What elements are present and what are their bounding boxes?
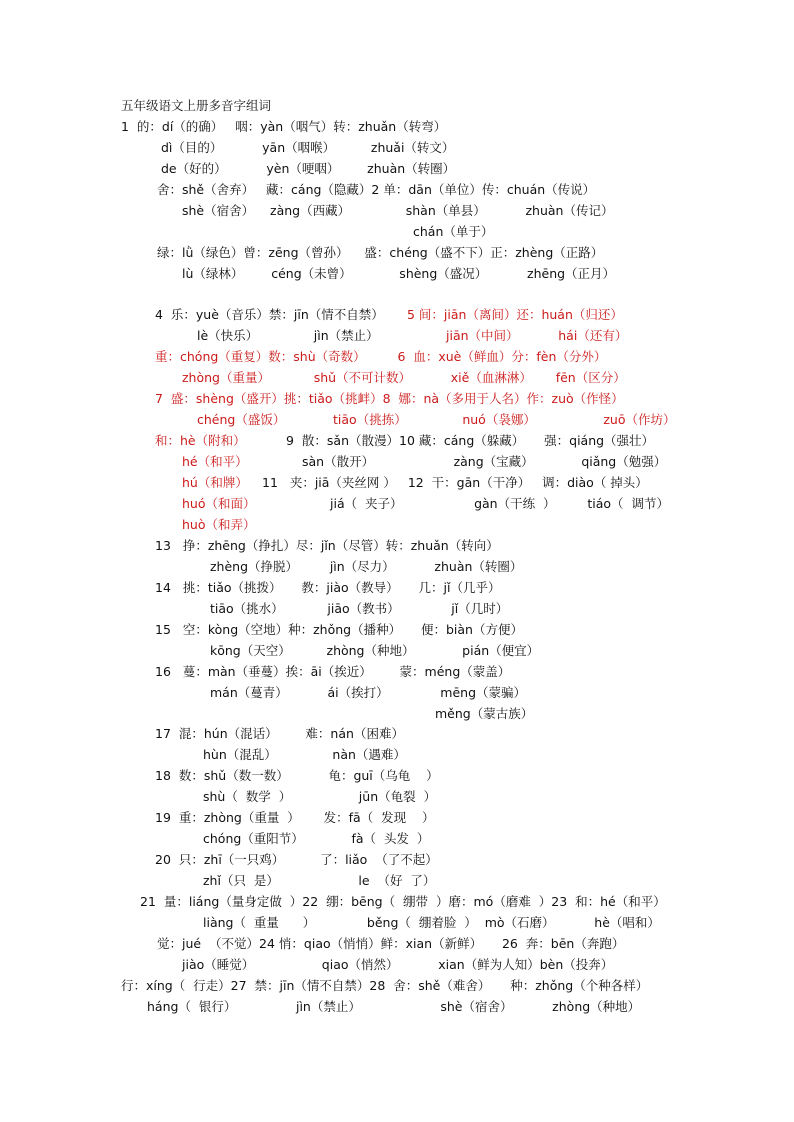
text-line: tiāo（挑水） jiāo（教书） jǐ（几时） [210, 601, 509, 616]
text-line-highlight: 和：hè（附和） [155, 433, 246, 448]
text-line: 17 混：hún（混话） 难：nán（困难） [155, 726, 404, 741]
text-line: 行：xíng（ 行走）27 禁：jīn（情不自禁）28 舍：shě（难舍） 种：zhǒng（个种各样） [121, 978, 649, 993]
text-line: shè（宿舍） zàng（西藏） shàn（单县） zhuàn（传记） [182, 203, 614, 218]
text-line: 21 量：liáng（量身定做 ）22 绷：bēng（ 绷带 ）磨：mó（磨难 ）23 和：hé（和平） [140, 894, 666, 909]
text-line-highlight: jiān（中间） hái（还有） [446, 328, 628, 343]
text-line: de（好的） yèn（哽咽） zhuàn（转圈） [161, 161, 456, 176]
text-line: chóng（重阳节） fà（ 头发 ） [203, 831, 430, 846]
text-line: 舍：shě（舍弃） 藏：cáng（隐藏）2 单：dān（单位）传：chuán（传说） [157, 182, 596, 197]
text-line: 20 只：zhī（一只鸡） 了：liǎo （了不起） [155, 852, 438, 867]
text-line: měng（蒙古族） [435, 706, 534, 721]
text-line: shù（ 数学 ） jūn（龟裂 ） [203, 789, 437, 804]
text-line: zhèng（挣脱） jìn（尽力） zhuàn（转圈） [210, 559, 523, 574]
text-line: 绿：lǜ（绿色）曾：zēng（曾孙） 盛：chéng（盛不下）正：zhèng（正路） [157, 245, 604, 260]
text-line: mán（蔓青） ái（挨打） mēng（蒙骗） [210, 685, 527, 700]
text-line-highlight: 7 盛：shèng（盛开）挑：tiǎo（挑衅）8 娜：nà（多用于人名）作：zuò（作怪） [155, 391, 624, 406]
text-line: jiào（睡觉） qiao（悄然） xian（鲜为人知）bèn（投奔） [182, 957, 614, 972]
text-line: 9 散：sǎn（散漫）10 藏：cáng（躲藏） 强：qiáng（强壮） [286, 433, 655, 448]
text-line: dì（目的） yān（咽喉） zhuǎi（转文） [161, 140, 455, 155]
text-line: 觉：jué （不觉）24 悄：qiao（悄悄）鲜：xian（新鲜） 26 奔：bēn（奔跑） [157, 936, 625, 951]
text-line: 4 乐：yuè（音乐）禁：jīn（情不自禁） [155, 307, 384, 322]
text-line: 14 挑：tiǎo（挑拨） 教：jiào（教导） 几：jǐ（几乎） [155, 580, 501, 595]
text-line: chán（单于） [413, 224, 494, 239]
text-line: liàng（ 重量 ） běng（ 绷着脸 ） mò（石磨） hè（唱和） [203, 915, 660, 930]
text-line: háng（ 银行） jìn（禁止） shè（宿舍） zhòng（种地） [147, 999, 641, 1014]
text-line: 13 挣：zhēng（挣扎）尽：jǐn（尽管）转：zhuǎn（转向） [155, 538, 499, 553]
text-line: hùn（混乱） nàn（遇难） [203, 747, 406, 762]
text-line: lù（绿林） céng（未曾） shèng（盛况） zhēng（正月） [182, 266, 616, 281]
text-line: 15 空：kòng（空地）种：zhǒng（播种） 便：biàn（方便） [155, 622, 523, 637]
text-line: jiá（ 夹子） gàn（干练 ） tiáo（ 调节） [330, 496, 669, 511]
page-title: 五年级语文上册多音字组词 [121, 98, 272, 113]
text-line-highlight: huò（和弄） [182, 517, 256, 532]
text-line-highlight: hé（和平） [182, 454, 248, 469]
text-line-highlight: huó（和面） [182, 496, 256, 511]
text-line-highlight: chéng（盛饭） tiāo（挑拣） nuó（袅娜） zuō（作坊） [197, 412, 676, 427]
text-line-highlight: 5 间：jiān（离间）还：huán（归还） [407, 307, 623, 322]
text-line: 11 夹：jiā（夹丝网 ） 12 干：gān（干净） 调：diào（ 掉头） [262, 475, 648, 490]
text-line: kōng（天空） zhòng（种地） pián（便宜） [210, 643, 540, 658]
text-line-highlight: hú（和牌） [182, 475, 248, 490]
text-line: lè（快乐） jìn（禁止） [197, 328, 379, 343]
text-line: 19 重：zhòng（重量 ） 发：fā（ 发现 ） [155, 810, 435, 825]
text-line: 16 蔓：màn（垂蔓）挨：āi（挨近） 蒙：méng（蒙盖） [155, 664, 511, 679]
text-line-highlight: zhòng（重量） shǔ（不可计数） xiě（血淋淋） fēn（区分） [182, 370, 626, 385]
text-line: zhǐ（只 是） le （好 了） [203, 873, 436, 888]
text-line: 18 数：shǔ（数一数） 龟：guī（乌龟 ） [155, 768, 439, 783]
text-line-highlight: 重：chóng（重复）数：shù（奇数） 6 血：xuè（鲜血）分：fèn（分外） [155, 349, 607, 364]
text-line: 1 的：dí（的确） 咽：yàn（咽气）转：zhuǎn（转弯） [121, 119, 447, 134]
text-line: sàn（散开） zàng（宝藏） qiǎng（勉强） [302, 454, 667, 469]
